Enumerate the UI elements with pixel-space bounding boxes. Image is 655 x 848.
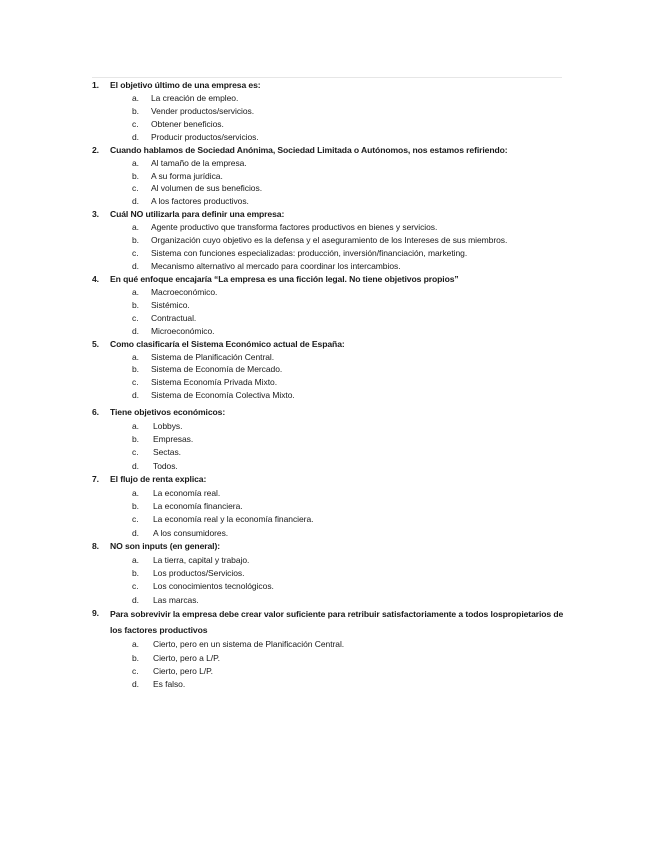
question-number: 1. [92,80,99,90]
option-text: Macroeconómico. [151,286,218,297]
option-text: Contractual. [151,312,197,323]
option-text: Sistema Economía Privada Mixto. [151,377,278,388]
option-letter: b. [132,170,139,181]
option-text: Microeconómico. [151,325,215,336]
question-9 [92,607,572,692]
option-text: Al volumen de sus beneficios. [151,183,263,194]
question-8 [92,540,572,607]
option-text: La economía financiera. [153,500,243,511]
question-heading [92,540,572,553]
option-letter: c. [132,581,139,592]
option-text: La economía real y la economía financiera. [153,514,314,525]
option-item [132,131,572,144]
option-item [132,527,572,540]
question-heading [92,208,572,221]
question-text: El flujo de renta explica: [110,474,207,485]
option-list [92,420,572,474]
option-item [132,157,572,170]
option-letter: c. [132,248,139,259]
question-text: Para sobrevivir la empresa debe crear valor suficiente para retribuir satisfactoriamente a todos lospropietarios de los factores productivos [110,609,564,635]
option-item [132,195,572,208]
option-letter: b. [132,500,139,511]
option-letter: b. [132,652,139,663]
question-text: El objetivo último de una empresa es: [110,80,261,90]
question-5 [92,338,572,403]
option-letter: a. [132,286,139,297]
option-item [132,221,572,234]
option-text: Los productos/Servicios. [153,568,245,578]
option-item [132,500,572,513]
option-letter: a. [132,487,139,498]
question-heading [92,607,572,638]
question-text: Como clasificaría el Sistema Económico actual de España: [110,338,345,349]
option-text: La tierra, capital y trabajo. [153,554,250,565]
option-letter: c. [132,377,139,388]
option-letter: b. [132,364,139,375]
option-item [132,118,572,131]
option-text: Agente productivo que transforma factores productivos en bienes y servicios. [151,222,438,233]
option-letter: a. [132,222,139,233]
option-letter: a. [132,420,139,431]
option-letter: a. [132,157,139,168]
option-text: Lobbys. [153,420,183,431]
question-2 [92,144,572,209]
option-letter: b. [132,105,139,116]
option-letter: d. [132,527,139,538]
option-text: Sistema de Economía de Mercado. [151,364,283,375]
option-text: A su forma jurídica. [151,170,223,181]
option-list [92,487,572,541]
option-item [132,594,572,607]
question-text: NO son inputs (en general): [110,541,220,552]
option-letter: d. [132,460,139,471]
question-4 [92,273,572,338]
option-item [132,325,572,338]
question-number: 4. [92,273,99,284]
option-text: Empresas. [153,433,194,444]
question-heading [92,79,572,92]
option-item [132,487,572,500]
option-text: La economía real. [153,487,221,498]
question-1 [92,79,572,144]
option-letter: b. [132,433,139,444]
option-text: Cierto, pero a L/P. [153,652,220,663]
option-text: Mecanismo alternativo al mercado para coordinar los intercambios. [151,260,401,271]
option-letter: c. [132,312,139,323]
question-heading [92,144,572,157]
question-heading [92,273,572,286]
option-text: Producir productos/servicios. [151,131,259,142]
option-item [132,351,572,364]
question-number: 3. [92,209,99,220]
option-item [132,299,572,312]
option-text: Al tamaño de la empresa. [151,157,247,168]
option-letter: a. [132,554,139,565]
option-list [92,92,572,144]
option-list [92,157,572,209]
option-letter: d. [132,594,139,605]
option-list [92,286,572,338]
option-text: Sistema de Economía Colectiva Mixto. [151,390,295,401]
question-group-2 [92,406,572,692]
question-number: 8. [92,541,99,552]
option-letter: c. [132,183,139,194]
option-letter: a. [132,93,139,103]
option-letter: d. [132,260,139,271]
option-letter: b. [132,299,139,310]
option-text: A los consumidores. [153,527,229,538]
option-item [132,363,572,376]
option-letter: d. [132,390,139,401]
question-heading [92,406,572,419]
option-text: La creación de empleo. [151,93,239,103]
question-6 [92,406,572,473]
option-text: Sistema de Planificación Central. [151,351,275,362]
option-item [132,446,572,459]
option-item [132,567,572,580]
option-list [92,554,572,608]
option-letter: b. [132,568,139,578]
option-item [132,652,572,665]
option-item [132,170,572,183]
option-letter: d. [132,679,139,690]
question-3 [92,208,572,273]
option-letter: c. [132,666,139,677]
option-item [132,234,572,247]
option-item [132,247,572,260]
option-item [132,286,572,299]
option-item [132,182,572,195]
option-item [132,420,572,433]
option-letter: d. [132,325,139,336]
option-text: Sistema con funciones especializadas: producción, inversión/financiación, marketing. [151,248,468,259]
option-text: Los conocimientos tecnológicos. [153,581,274,592]
option-item [132,460,572,473]
option-item [132,513,572,526]
option-item [132,665,572,678]
option-letter: b. [132,235,139,246]
option-letter: c. [132,514,139,525]
option-item [132,580,572,593]
option-text: Sectas. [153,447,181,458]
question-number: 5. [92,338,99,349]
option-text: Cierto, pero en un sistema de Planificación Central. [153,639,345,650]
option-letter: a. [132,351,139,362]
question-text: En qué enfoque encajaría “La empresa es una ficción legal. No tiene objetivos propios” [110,273,459,284]
question-heading [92,473,572,486]
option-letter: d. [132,196,139,207]
option-letter: c. [132,118,139,129]
option-item [132,554,572,567]
option-text: Organización cuyo objetivo es la defensa y el aseguramiento de los Intereses de sus miembros. [151,235,508,246]
option-list [92,351,572,403]
option-text: Sistémico. [151,299,190,310]
option-letter: d. [132,131,139,142]
option-text: Las marcas. [153,594,199,605]
option-text: A los factores productivos. [151,196,249,207]
question-number: 7. [92,474,99,485]
option-item [132,638,572,651]
option-item [132,260,572,273]
option-letter: a. [132,639,139,650]
option-item [132,389,572,402]
question-text: Cuando hablamos de Sociedad Anónima, Sociedad Limitada o Autónomos, nos estamos refiriendo: [110,144,508,155]
question-text: Tiene objetivos económicos: [110,407,226,418]
header-divider [92,77,562,78]
option-letter: c. [132,447,139,458]
option-item [132,92,572,105]
option-text: Cierto, pero L/P. [153,666,213,677]
option-list [92,638,572,692]
question-heading [92,338,572,351]
option-text: Es falso. [153,679,186,690]
question-number: 6. [92,407,99,418]
question-7 [92,473,572,540]
question-number: 9. [92,608,99,619]
option-text: Todos. [153,460,178,471]
question-number: 2. [92,144,99,155]
option-list [92,221,572,273]
option-item [132,312,572,325]
question-text: Cuál NO utilizarla para definir una empresa: [110,209,285,220]
option-item [132,678,572,691]
option-item [132,105,572,118]
option-item [132,433,572,446]
option-text: Obtener beneficios. [151,118,224,129]
option-text: Vender productos/servicios. [151,105,255,116]
option-item [132,376,572,389]
quiz-list [92,79,572,692]
